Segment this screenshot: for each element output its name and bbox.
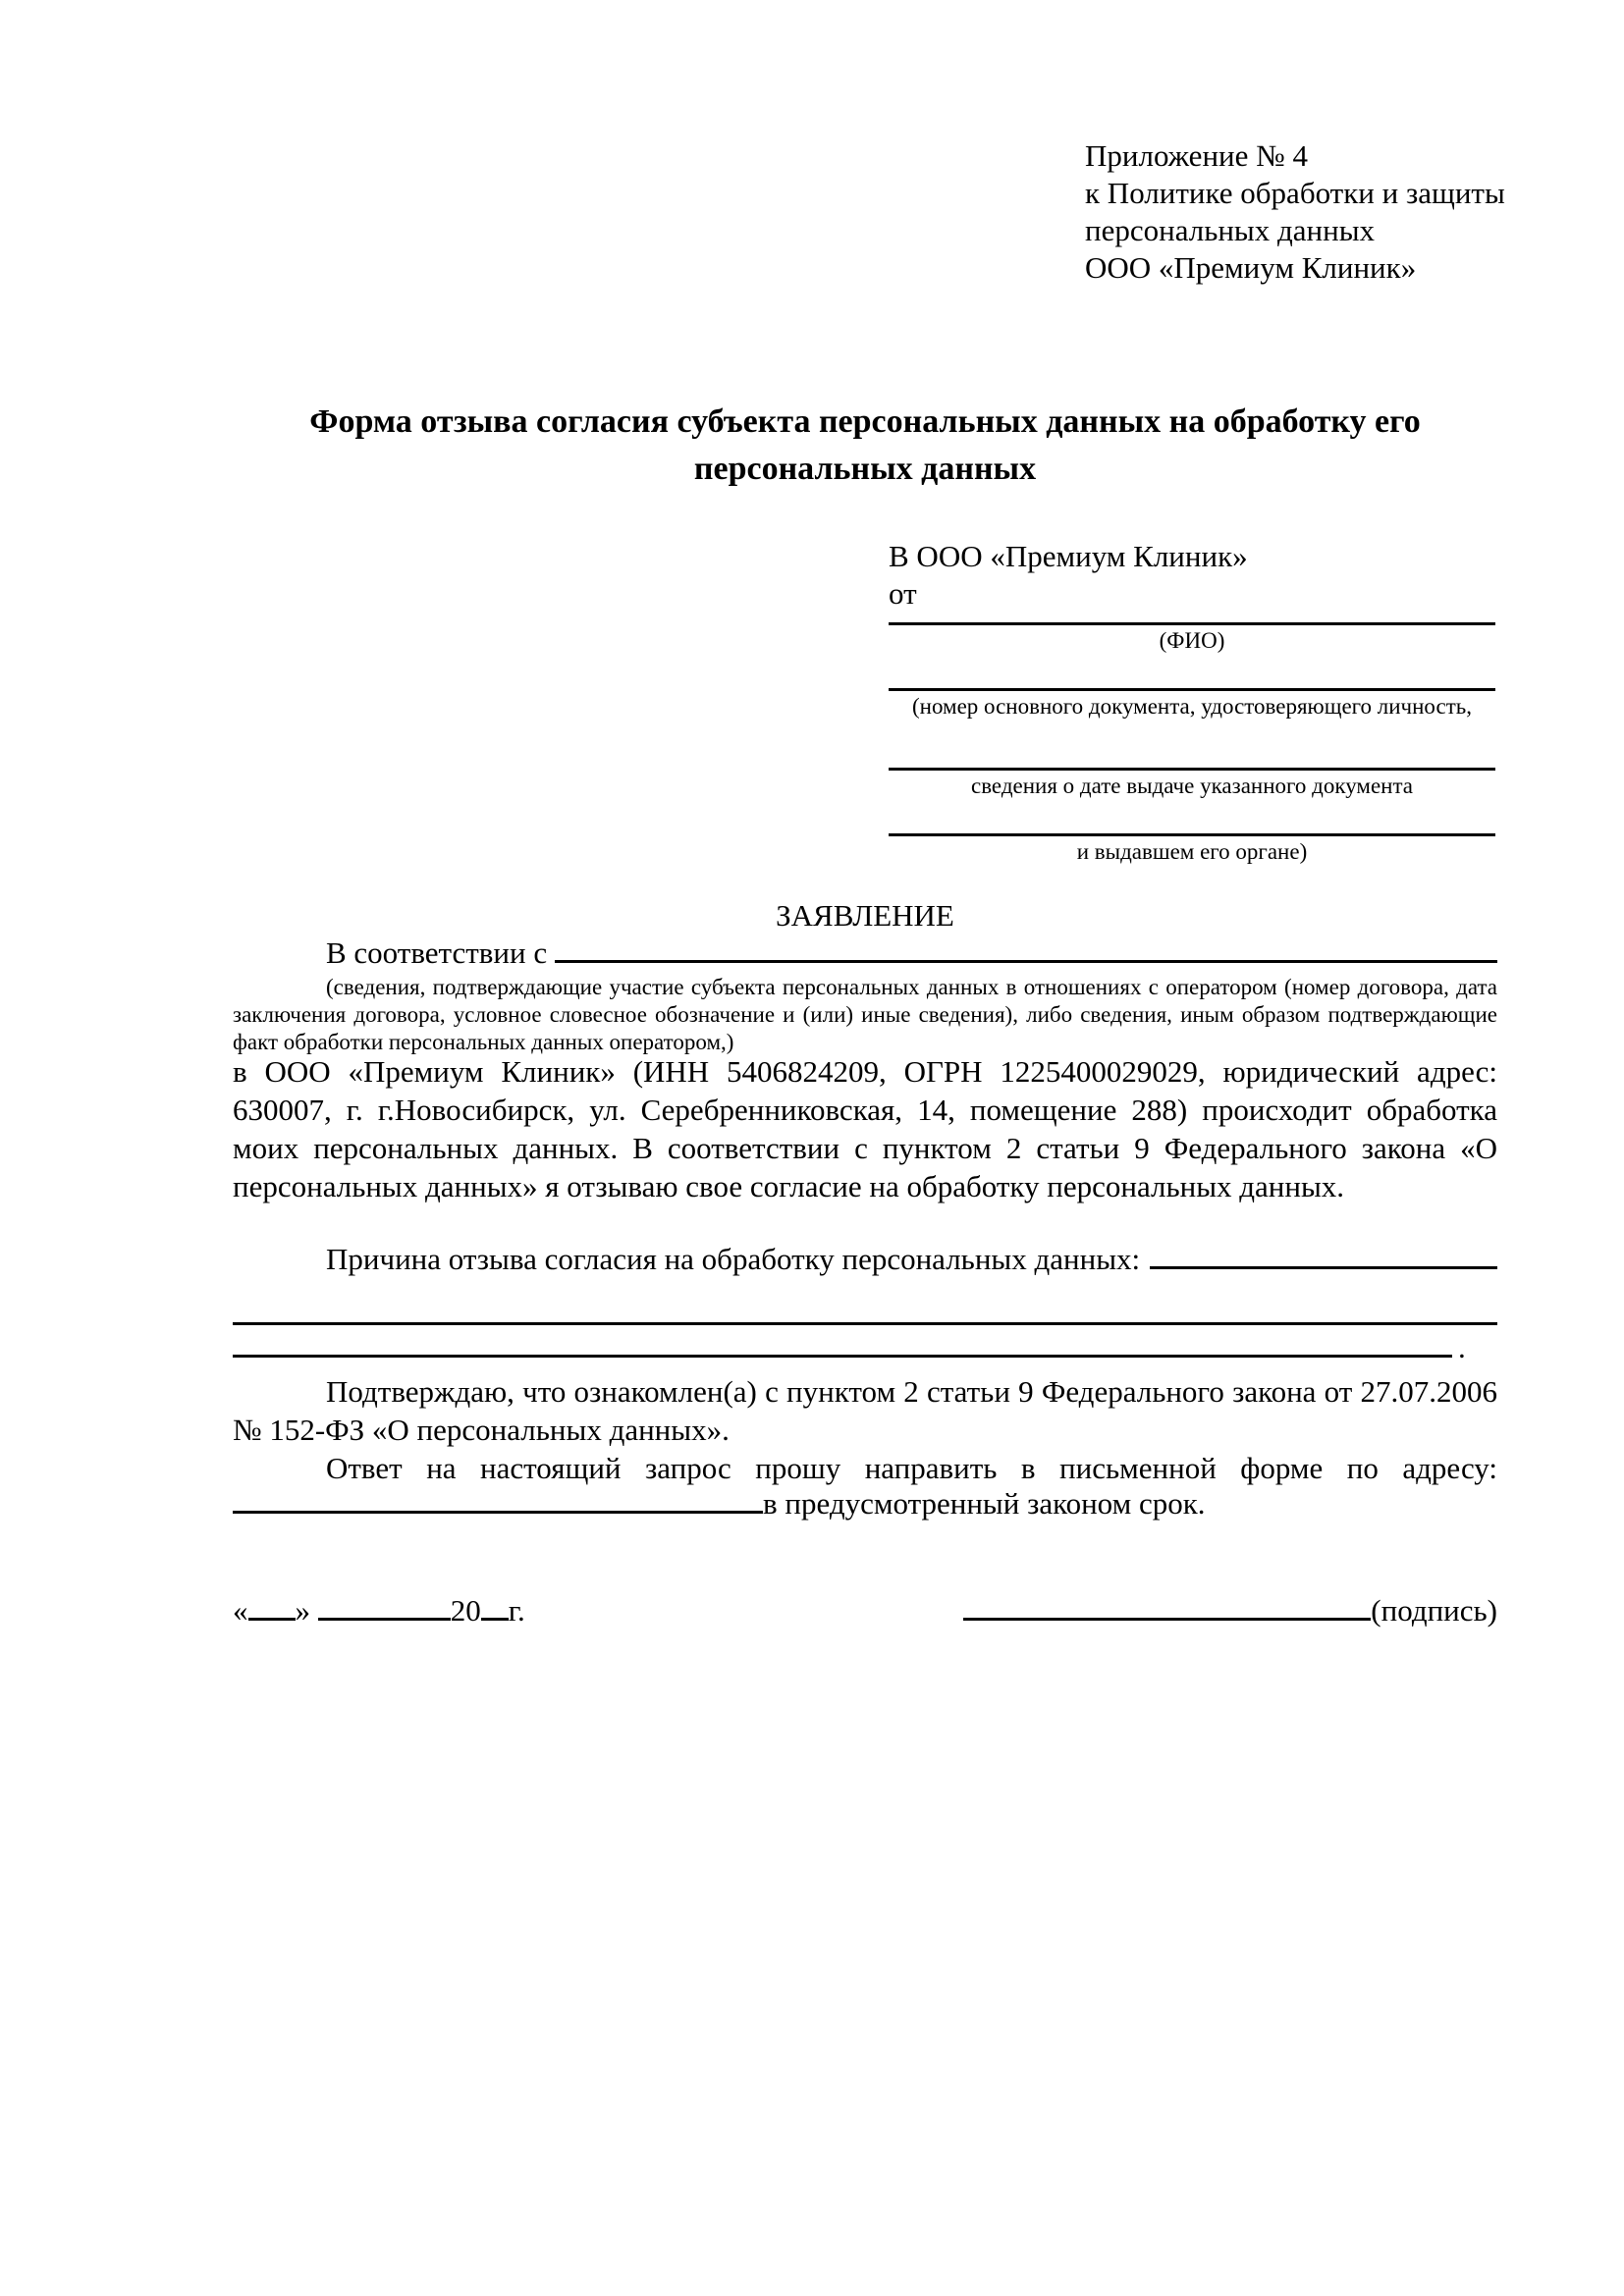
reply-paragraph: Ответ на настоящий запрос прошу направить в письменной форме по адресу: <box>326 1451 1497 1485</box>
doc-number-blank-line <box>889 688 1495 691</box>
fio-caption: (ФИО) <box>1159 628 1225 653</box>
annex-line-1: Приложение № 4 <box>1085 138 1308 173</box>
reason-label: Причина отзыва согласия на обработку персональных данных: <box>326 1242 1141 1276</box>
reply-tail-label: в предусмотренный законом срок. <box>763 1486 1206 1521</box>
reason-blank-line-3-row <box>233 1329 1497 1366</box>
address-blank-line <box>233 1511 763 1514</box>
reason-period: . <box>1458 1330 1466 1364</box>
doc-date-caption: сведения о дате выдаче указанного документа <box>970 774 1414 798</box>
annex-line-3: персональных данных <box>1085 213 1376 247</box>
reason-blank-line-3 <box>233 1355 1452 1358</box>
statement-heading: ЗАЯВЛЕНИЕ <box>776 898 954 933</box>
confirm-paragraph: Подтверждаю, что ознакомлен(а) с пунктом 2 статьи 9 Федерального закона от 27.07.2006 № 152-ФЗ «О персональных данных». <box>233 1374 1497 1447</box>
addressee-to: В ООО «Премиум Клиник» <box>889 539 1248 573</box>
doc-date-blank-line <box>889 768 1495 771</box>
signature-group <box>963 1592 1497 1629</box>
addressee-from-label: от <box>889 576 917 611</box>
reason-blank-line-2 <box>233 1322 1497 1325</box>
reply-address-row <box>233 1485 1497 1522</box>
month-blank-line <box>318 1618 451 1621</box>
statement-body: в ООО «Премиум Клиник» (ИНН 5406824209, ОГРН 1225400029029, юридический адрес: 630007, г. г.Новосибирск, ул. Серебренниковская, 14, помещение 288) происходит обработка моих персональных данных. В соответствии с пунктом 2 статьи 9 Федерального закона «О персональных данных» я отзываю свое согласие на обработку персональных данных. <box>233 1054 1497 1203</box>
form-title: Форма отзыва согласия субъекта персональных данных на обработку его персональных данных <box>309 403 1421 487</box>
annex-line-4: ООО «Премиум Клиник» <box>1085 250 1417 285</box>
intro-row <box>233 934 1497 972</box>
year-blank-line <box>481 1618 509 1621</box>
doc-issuer-caption: и выдавшем его органе) <box>1076 839 1308 864</box>
intro-footnote: (сведения, подтверждающие участие субъекта персональных данных в отношениях с оператором (номер договора, дата заключения договора, условное словесное обозначение и (или) иные сведения), либо сведения, иным образом подтверждающие факт обработки персональных данных оператором,) <box>233 975 1497 1054</box>
doc-number-caption: (номер основного документа, удостоверяющего личность, <box>911 694 1472 719</box>
signature-blank-line <box>963 1618 1371 1621</box>
signature-row <box>233 1592 1497 1629</box>
date-group <box>233 1592 525 1629</box>
reason-blank-line <box>1150 1266 1497 1269</box>
addressee-block <box>889 538 1495 866</box>
year-suffix: г. <box>508 1593 525 1628</box>
annex-line-2: к Политике обработки и защиты <box>1085 176 1505 210</box>
doc-issuer-blank-line <box>889 833 1495 836</box>
quote-open: « <box>233 1593 248 1628</box>
signature-caption: (подпись) <box>1371 1593 1497 1628</box>
fio-blank-line <box>889 622 1495 625</box>
annex-block <box>1085 137 1537 287</box>
year-prefix: 20 <box>450 1593 481 1628</box>
intro-label: В соответствии с <box>326 935 548 970</box>
intro-blank-line <box>555 960 1497 963</box>
day-blank-line <box>248 1618 296 1621</box>
reason-row <box>233 1241 1497 1278</box>
quote-close: » <box>295 1593 310 1628</box>
